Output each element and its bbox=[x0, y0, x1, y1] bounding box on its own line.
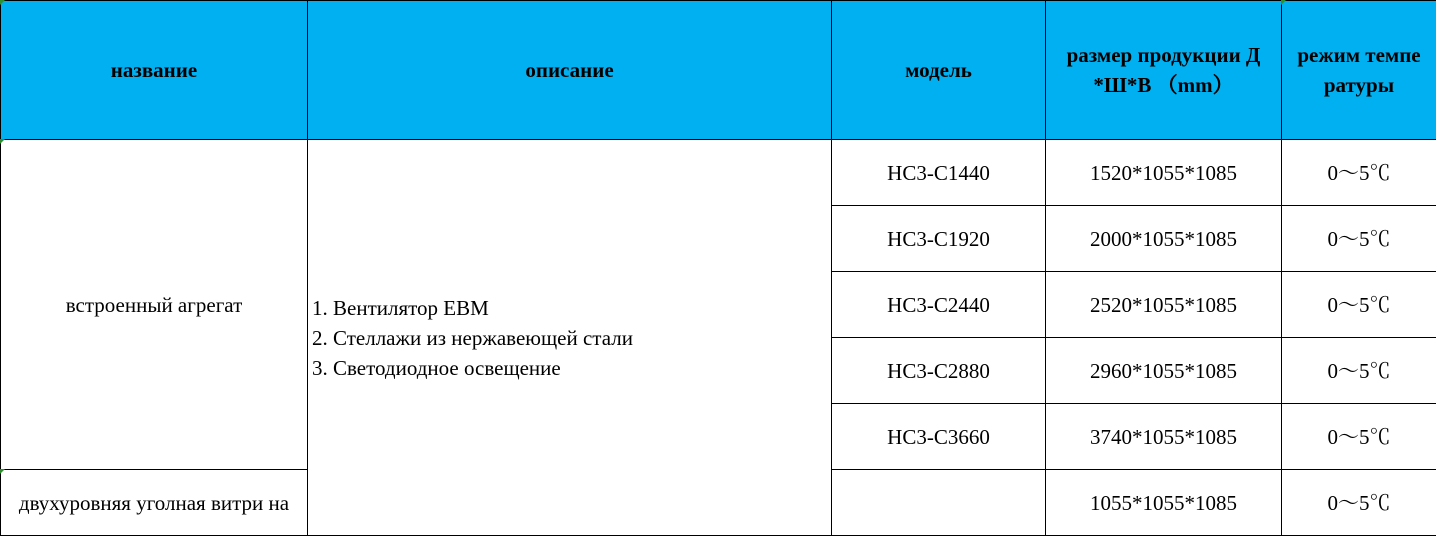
description-line: 2. Стеллажи из нержавеющей стали bbox=[312, 325, 633, 350]
model-cell[interactable]: HC3-C1440 bbox=[832, 140, 1046, 206]
temperature-cell[interactable]: 0～5℃ bbox=[1282, 470, 1436, 536]
header-name[interactable]: название bbox=[1, 1, 308, 140]
cell-comment-marker bbox=[1281, 0, 1286, 5]
temperature-cell[interactable]: 0～5℃ bbox=[1282, 206, 1436, 272]
cell-comment-marker bbox=[0, 469, 5, 474]
model-cell[interactable]: HC3-C1920 bbox=[832, 206, 1046, 272]
temperature-cell[interactable]: 0～5℃ bbox=[1282, 140, 1436, 206]
size-cell[interactable]: 1055*1055*1085 bbox=[1046, 470, 1282, 536]
group-name-cell[interactable]: двухуровняя уголная витри на bbox=[1, 470, 308, 536]
header-model[interactable]: модель bbox=[832, 1, 1046, 140]
header-description[interactable]: описание bbox=[308, 1, 832, 140]
cell-comment-marker bbox=[0, 0, 5, 5]
temperature-cell[interactable]: 0～5℃ bbox=[1282, 272, 1436, 338]
description-line: 1. Вентилятор EBM bbox=[312, 295, 489, 320]
model-cell[interactable]: HC3-C2880 bbox=[832, 338, 1046, 404]
table-row bbox=[1, 140, 1436, 206]
header-size[interactable]: размер продукции Д *Ш*В （mm） bbox=[1046, 1, 1282, 140]
description-line: 3. Светодиодное освещение bbox=[312, 355, 561, 380]
temperature-cell[interactable]: 0～5℃ bbox=[1282, 338, 1436, 404]
temperature-cell[interactable]: 0～5℃ bbox=[1282, 404, 1436, 470]
model-cell[interactable] bbox=[832, 470, 1046, 536]
size-cell[interactable]: 2520*1055*1085 bbox=[1046, 272, 1282, 338]
header-row bbox=[1, 1, 1436, 140]
header-temperature[interactable]: режим темпе ратуры bbox=[1282, 1, 1436, 140]
model-cell[interactable]: HC3-C3660 bbox=[832, 404, 1046, 470]
cell-comment-marker bbox=[0, 139, 5, 144]
size-cell[interactable]: 2960*1055*1085 bbox=[1046, 338, 1282, 404]
size-cell[interactable]: 1520*1055*1085 bbox=[1046, 140, 1282, 206]
size-cell[interactable]: 3740*1055*1085 bbox=[1046, 404, 1282, 470]
group-name-cell[interactable]: встроенный агрегат bbox=[1, 140, 308, 470]
size-cell[interactable]: 2000*1055*1085 bbox=[1046, 206, 1282, 272]
model-cell[interactable]: HC3-C2440 bbox=[832, 272, 1046, 338]
description-cell[interactable] bbox=[308, 140, 832, 536]
